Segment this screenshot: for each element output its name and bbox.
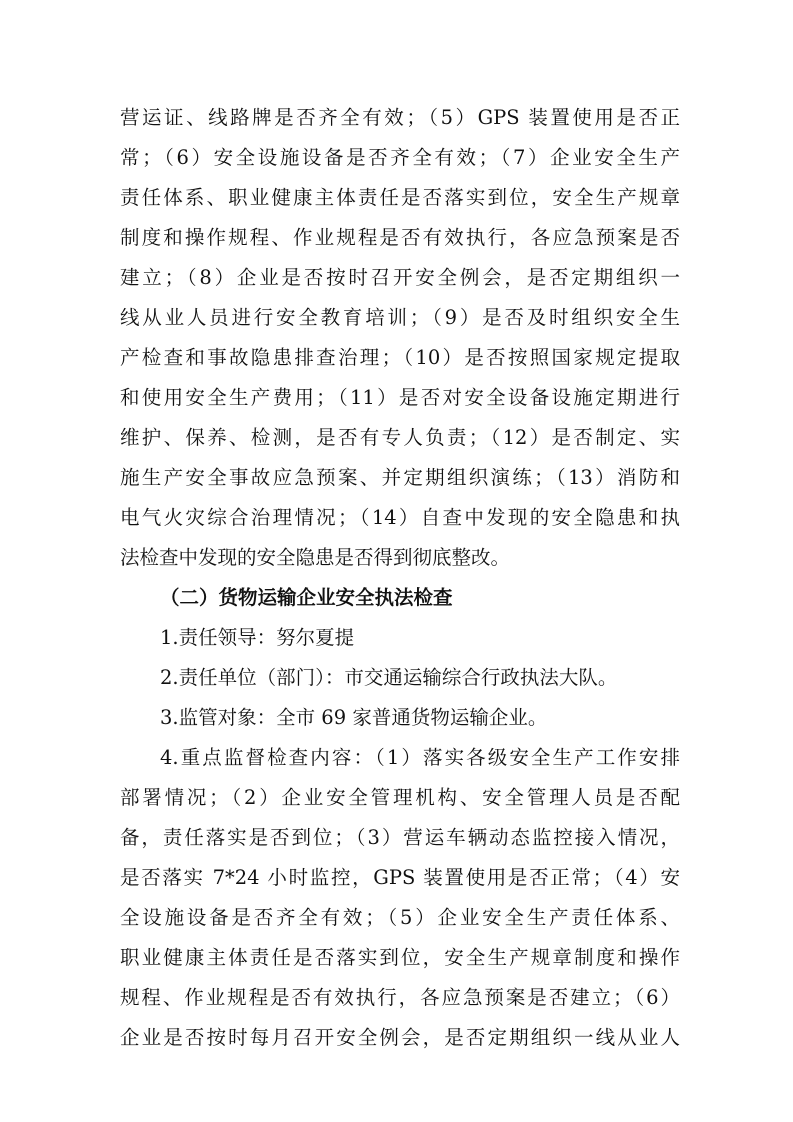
body-text-line: 维护、保养、检测，是否有专人负责；（12）是否制定、实: [120, 426, 680, 449]
section-heading: （二）货物运输企业安全执法检查: [160, 586, 453, 609]
body-text-line: 全设施设备是否齐全有效；（5）企业安全生产责任体系、: [120, 906, 680, 929]
body-text-line: 职业健康主体责任是否落实到位，安全生产规章制度和操作: [120, 946, 680, 969]
body-text-line: 法检查中发现的安全隐患是否得到彻底整改。: [120, 546, 511, 569]
body-text-line: 部署情况；（2）企业安全管理机构、安全管理人员是否配: [120, 786, 680, 809]
supervision-target-line: 3.监管对象：全市 69 家普通货物运输企业。: [160, 706, 548, 729]
responsible-unit-line: 2.责任单位（部门）：市交通运输综合行政执法大队。: [160, 666, 618, 689]
body-text-line: 制度和操作规程、作业规程是否有效执行，各应急预案是否: [120, 226, 680, 249]
inspection-content-line: 4.重点监督检查内容：（1）落实各级安全生产工作安排: [160, 746, 680, 769]
responsible-leader-line: 1.责任领导：努尔夏提: [160, 626, 355, 649]
body-text-line: 建立；（8）企业是否按时召开安全例会，是否定期组织一: [120, 266, 680, 289]
body-text-line: 是否落实 7*24 小时监控，GPS 装置使用是否正常；（4）安: [120, 866, 680, 889]
body-text-line: 企业是否按时每月召开安全例会，是否定期组织一线从业人: [120, 1026, 680, 1049]
body-text-line: 线从业人员进行安全教育培训；（9）是否及时组织安全生: [120, 306, 680, 329]
body-text-line: 备，责任落实是否到位；（3）营运车辆动态监控接入情况，: [120, 826, 680, 849]
body-text-line: 产检查和事故隐患排查治理；（10）是否按照国家规定提取: [120, 346, 680, 369]
body-text-line: 营运证、线路牌是否齐全有效；（5）GPS 装置使用是否正: [120, 106, 680, 129]
body-text-line: 和使用安全生产费用；（11）是否对安全设备设施定期进行: [120, 386, 680, 409]
body-text-line: 规程、作业规程是否有效执行，各应急预案是否建立；（6）: [120, 986, 680, 1009]
body-text-line: 施生产安全事故应急预案、并定期组织演练；（13）消防和: [120, 466, 680, 489]
body-text-line: 电气火灾综合治理情况；（14）自查中发现的安全隐患和执: [120, 506, 680, 529]
body-text-line: 常；（6）安全设施设备是否齐全有效；（7）企业安全生产: [120, 146, 680, 169]
body-text-line: 责任体系、职业健康主体责任是否落实到位，安全生产规章: [120, 186, 680, 209]
